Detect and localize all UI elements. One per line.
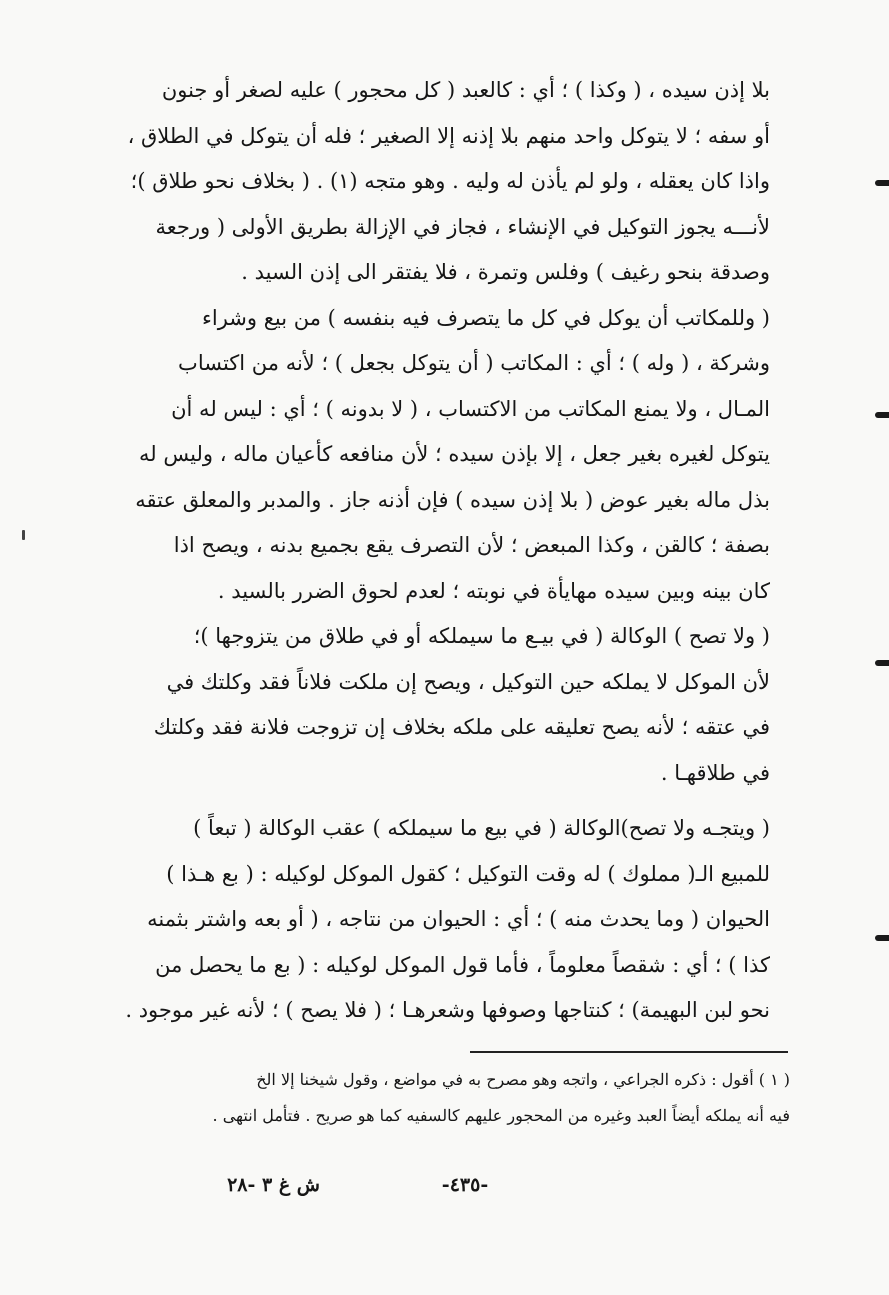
- text-line: ( وللمكاتب أن يوكل في كل ما يتصرف فيه بنفسه ) من بيع وشراء: [201, 305, 770, 330]
- text-line: بذل ماله بغير عوض ( بلا إذن سيده ) فإن أذنه جاز . والمدبر والمعلق عتقه: [135, 487, 770, 512]
- text-line: أو سفه ؛ لا يتوكل واحد منهم بلا إذنه إلا الصغير ؛ فله أن يتوكل في الطلاق ،: [127, 123, 770, 148]
- footnotes: [150, 1062, 790, 1134]
- text-line: واذا كان يعقله ، ولو لم يأذن له وليه . وهو متجه (١) . ( بخلاف نحو طلاق )؛: [130, 169, 770, 193]
- scan-mark: [875, 412, 889, 418]
- text-line: كذا ) ؛ أي : شقصاً معلوماً ، فأما قول الموكل لوكيله : ( بع ما يحصل من: [155, 952, 770, 977]
- scan-speck: [22, 530, 25, 540]
- text-line: بلا إذن سيده ، ( وكذا ) ؛ أي : كالعبد ( كل محجور ) عليه لصغر أو جنون: [161, 78, 770, 102]
- text-line: ( ويتجـه ولا تصح)الوكالة ( في بيع ما سيملكه ) عقب الوكالة ( تبعاً ): [193, 816, 770, 840]
- text-line: في طلاقهـا .: [660, 760, 770, 785]
- scan-mark: [875, 180, 889, 186]
- text-line: الحيوان ( وما يحدث منه ) ؛ أي : الحيوان من نتاجه ، ( أو بعه واشتر بثمنه: [147, 907, 770, 931]
- text-line: وصدقة بنحو رغيف ) وفلس وتمرة ، فلا يفتقر الى إذن السيد .: [241, 260, 770, 284]
- text-line: في عتقه ؛ لأنه يصح تعليقه على ملكه بخلاف إن تزوجت فلانة فقد وكلتك: [153, 715, 770, 739]
- main-text: [118, 68, 770, 1034]
- scan-mark: [875, 660, 889, 666]
- text-line: وشركة ، ( وله ) ؛ أي : المكاتب ( أن يتوكل بجعل ) ؛ لأنه من اكتساب: [178, 351, 770, 375]
- text-line: لأن الموكل لا يملكه حين التوكيل ، ويصح إن ملكت فلاناً فقد وكلتك في: [166, 669, 770, 694]
- text-line: كان بينه وبين سيده مهايأة في نوبته ؛ لعدم لحوق الضرر بالسيد .: [217, 578, 770, 603]
- text-line: لأنـــه يجوز التوكيل في الإنشاء ، فجاز في الإزالة بطريق الأولى ( ورجعة: [155, 214, 770, 239]
- footnote-line: فيه أنه يملكه أيضاً العبد وغيره من المحجور عليهم كالسفيه كما هو صريح . فتأمل انتهى .: [212, 1106, 790, 1125]
- text-line: نحو لبن البهيمة) ؛ كنتاجها وصوفها وشعرهـا ؛ ( فلا يصح ) ؛ لأنه غير موجود .: [125, 998, 770, 1022]
- text-line: بصفة ؛ كالقن ، وكذا المبعض ؛ لأن التصرف يقع بجميع بدنه ، ويصح اذا: [173, 533, 770, 557]
- page-number: -٤٣٥-: [441, 1174, 489, 1196]
- text-line: ( ولا تصح ) الوكالة ( في بيـع ما سيملكه أو في طلاق من يتزوجها )؛: [193, 624, 770, 648]
- footnote-divider: [470, 1051, 788, 1053]
- text-line: يتوكل لغيره بغير جعل ، إلا بإذن سيده ؛ لأن منافعه كأعيان ماله ، وليس له: [139, 442, 770, 466]
- text-line: المـال ، ولا يمنع المكاتب من الاكتساب ، ( لا بدونه ) ؛ أي : ليس له أن: [171, 396, 770, 421]
- scan-mark: [875, 935, 889, 941]
- text-line: للمبيع الـ( مملوك ) له وقت التوكيل ؛ كقول الموكل لوكيله : ( بع هـذا ): [166, 861, 770, 886]
- footnote-line: ( ١ ) أقول : ذكره الجراعي ، واتجه وهو مصرح به في مواضع ، وقول شيخنا إلا الخ: [256, 1070, 790, 1089]
- printer-signature: ش غ ٣ -٢٨: [227, 1174, 320, 1196]
